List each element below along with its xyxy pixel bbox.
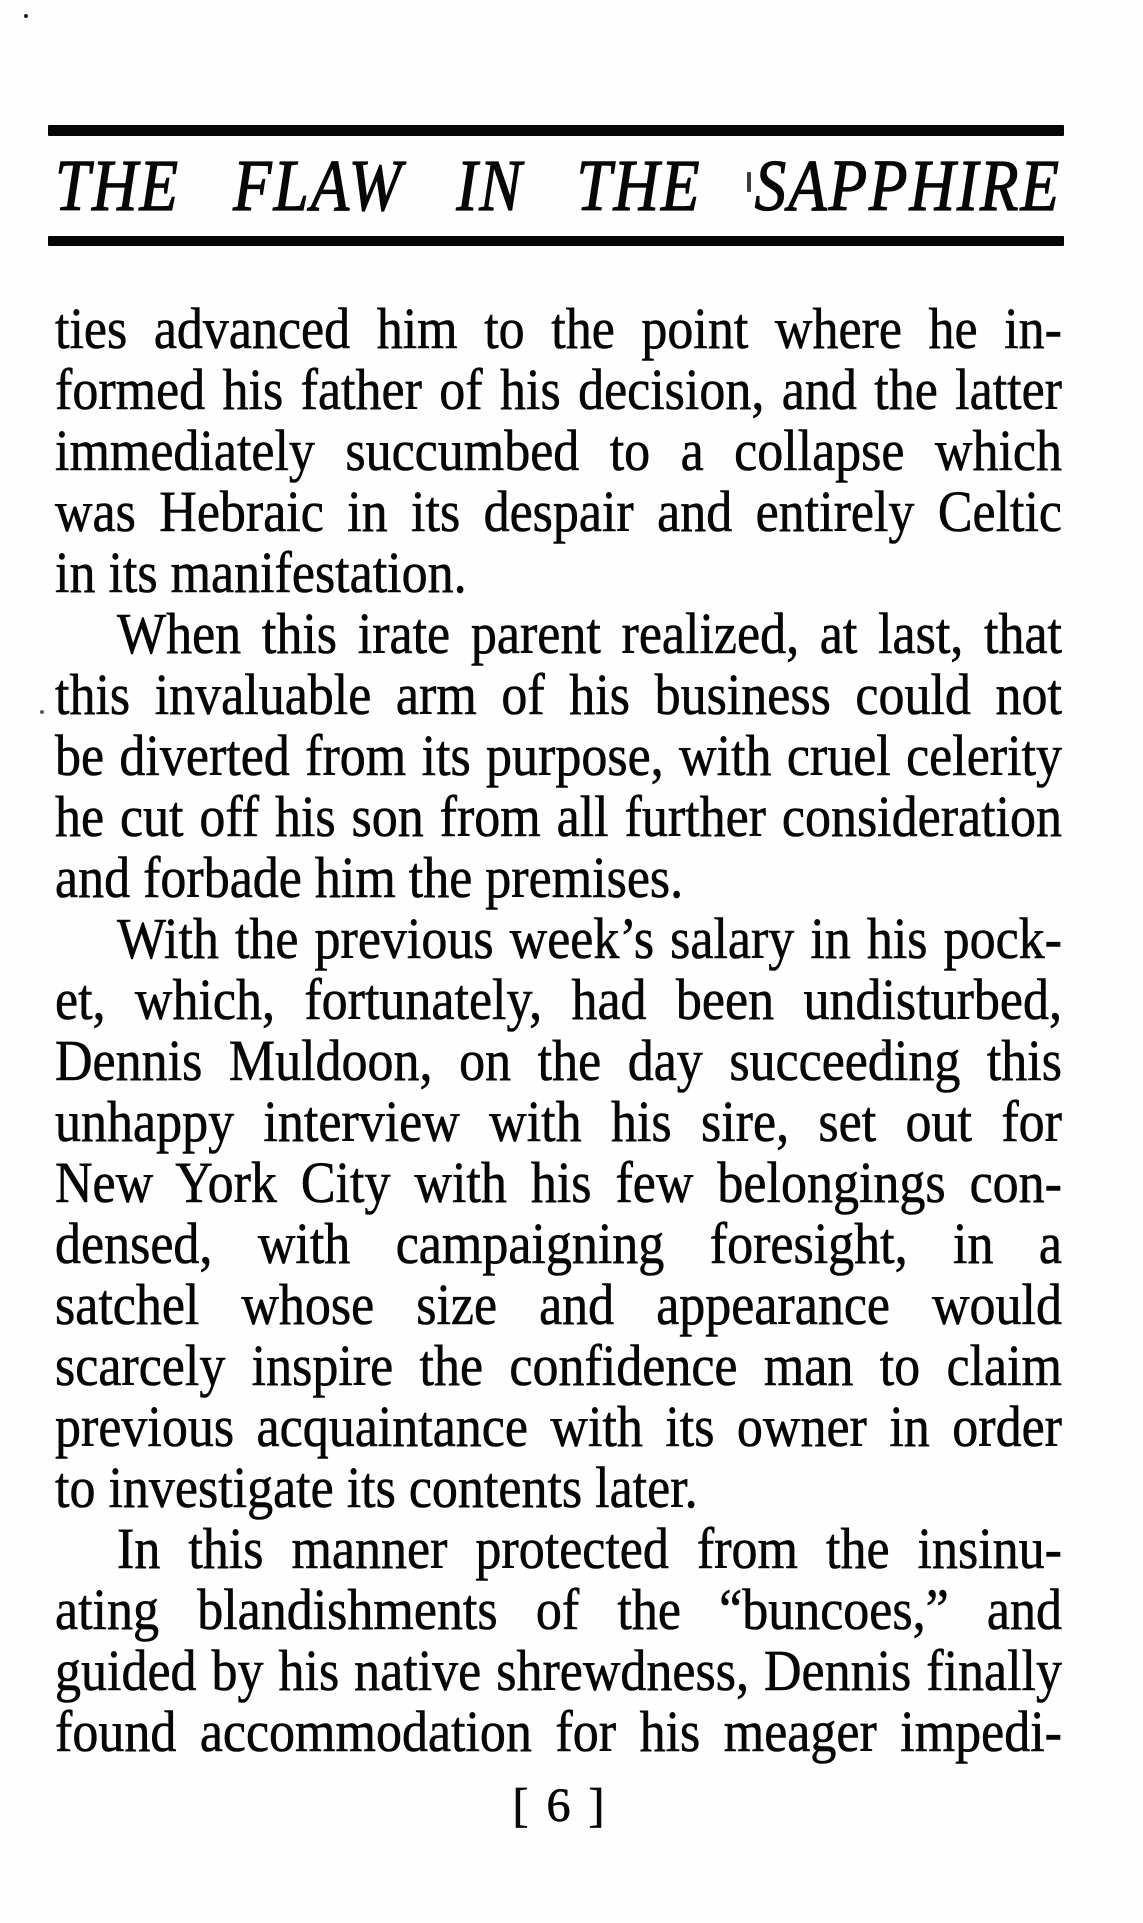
text-line: he cut off his son from all further consideration (55, 785, 1062, 850)
text-line: and forbade him the premises. (55, 846, 684, 911)
text-line: ties advanced him to the point where he in- (55, 297, 1062, 362)
title-word: THE (55, 145, 181, 227)
text-line: densed, with campaigning foresight, in a (55, 1212, 1062, 1277)
text-line: New York City with his few belongings con- (55, 1151, 1062, 1216)
paragraph (55, 604, 1062, 909)
text-line: In this manner protected from the insinu- (117, 1517, 1062, 1582)
text-line: satchel whose size and appearance would (55, 1273, 1062, 1338)
body-text (55, 299, 1062, 1763)
text-line: guided by his native shrewdness, Dennis finally (55, 1639, 1062, 1704)
page-number: [ 6 ] (512, 1779, 605, 1832)
text-line: With the previous week’s salary in his pock- (117, 907, 1062, 972)
text-line: was Hebraic in its despair and entirely Celtic (55, 480, 1062, 545)
title-word: FLAW (233, 145, 404, 227)
text-line: be diverted from its purpose, with cruel celerity (55, 724, 1062, 789)
scan-speck (40, 710, 44, 714)
top-rule (48, 125, 1064, 136)
paragraph (55, 909, 1062, 1519)
paragraph (55, 1519, 1062, 1763)
text-line: Dennis Muldoon, on the day succeeding this (55, 1029, 1062, 1094)
text-line: ating blandishments of the “buncoes,” and (55, 1578, 1062, 1643)
text-line: unhappy interview with his sire, set out for (55, 1090, 1062, 1155)
text-line: formed his father of his decision, and the latter (55, 358, 1062, 423)
text-line: et, which, fortunately, had been undisturbed, (55, 968, 1062, 1033)
scan-speck (24, 14, 28, 18)
text-line: scarcely inspire the confidence man to claim (55, 1334, 1062, 1399)
text-line: When this irate parent realized, at last, that (117, 602, 1062, 667)
title-word: SAPPHIRE (754, 145, 1061, 227)
header-title (55, 145, 1061, 226)
paragraph (55, 299, 1062, 604)
text-line: immediately succumbed to a collapse which (55, 419, 1062, 484)
text-line: previous acquaintance with its owner in order (55, 1395, 1062, 1460)
text-line: found accommodation for his meager impedi- (55, 1700, 1062, 1765)
title-word: THE (576, 145, 702, 227)
text-line: this invaluable arm of his business could not (55, 663, 1062, 728)
text-line: in its manifestation. (55, 541, 467, 606)
text-line: to investigate its contents later. (55, 1456, 698, 1521)
bottom-rule (48, 236, 1064, 246)
title-word: IN (456, 145, 524, 227)
